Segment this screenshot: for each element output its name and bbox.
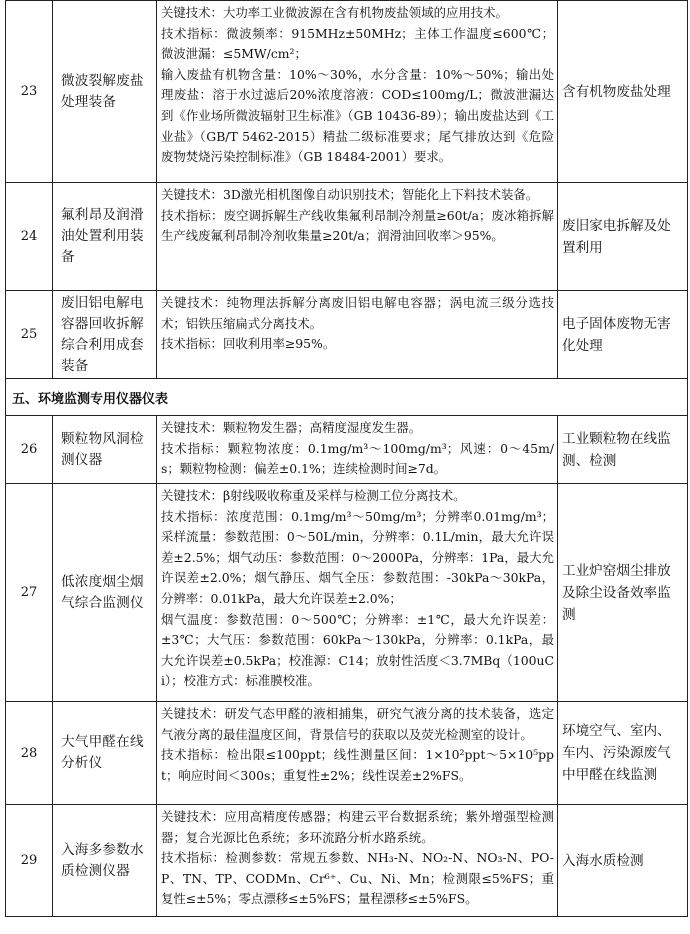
technical-description: [157, 291, 558, 379]
technical-description: [157, 484, 558, 702]
technical-description: [157, 416, 558, 484]
application-field: 环境空气、室内、车内、污染源废气中甲醛在线监测: [558, 702, 688, 805]
equipment-table: [5, 0, 688, 917]
table-row: [6, 291, 688, 379]
equipment-name: 颗粒物风洞检测仪器: [53, 416, 157, 484]
application-field: 含有机物废盐处理: [558, 1, 688, 183]
section-row: [6, 379, 688, 416]
table-row: [6, 805, 688, 917]
row-number: 23: [6, 1, 53, 183]
key-technology: 关键技术：大功率工业微波源在含有机物废盐领域的应用技术。: [161, 5, 508, 20]
key-technology: 关键技术：3D激光相机图像自动识别技术；智能化上下料技术装备。: [161, 187, 539, 202]
section-title: 五、环境监测专用仪器仪表: [6, 379, 688, 416]
equipment-name: 入海多参数水质检测仪器: [53, 805, 157, 917]
application-field: 电子固体废物无害化处理: [558, 291, 688, 379]
equipment-name: 废旧铝电解电容器回收拆解综合利用成套装备: [53, 291, 157, 379]
technical-indicators: 技术指标：废空调拆解生产线收集氟利昂制冷剂量≥60t/a；废冰箱拆解生产线废氟利昂制冷剂收集量≥20t/a；润滑油回收率＞95%。: [161, 207, 554, 244]
technical-description: [157, 1, 558, 183]
row-number: 29: [6, 805, 53, 917]
equipment-name: 低浓度烟尘烟气综合监测仪: [53, 484, 157, 702]
equipment-name: 微波裂解废盐处理装备: [53, 1, 157, 183]
row-number: 25: [6, 291, 53, 379]
technical-indicators: 技术指标：颗粒物浓度：0.1mg/m³～100mg/m³；风速：0～45m/s；颗粒物检测：偏差±0.1%；连续检测时间≥7d。: [161, 440, 554, 477]
table-row: [6, 702, 688, 805]
row-number: 27: [6, 484, 53, 702]
technical-description: [157, 805, 558, 917]
technical-indicators-detail: 输入废盐有机物含量：10%～30%，水分含量：10%～50%；输出处理废盐：溶于水过滤后20%浓度溶液：COD≤100mg/L；微波泄漏达到《作业场所微波辐射卫生标准》（GB 10436-89）；输出废盐达到《工业盐》（GB/T 5462-2015）精盐二级标准要求；尾气排放达到《危险废物焚烧污染控制标准》（GB 18484-2001）要求。: [161, 66, 554, 165]
application-field: 入海水质检测: [558, 805, 688, 917]
row-number: 24: [6, 183, 53, 291]
row-number: 26: [6, 416, 53, 484]
technical-indicators: 技术指标：回收利用率≥95%。: [161, 336, 336, 352]
table-row: [6, 183, 688, 291]
technical-indicators: 技术指标：检出限≤100ppt；线性测量区间：1×10²ppt～5×10⁵ppt；响应时间＜300s；重复性±2%；线性误差±2%FS。: [161, 747, 554, 783]
table-row: [6, 484, 688, 702]
table-row: [6, 416, 688, 484]
technical-indicators-detail: 烟气温度：参数范围：0～500℃；分辨率：±1℃，最大允许误差：±3℃；大气压：参数范围：60kPa～130kPa，分辨率：0.1kPa，最大允许误差±0.5kPa；校准源：C14；放射性活度＜3.7MBq（100uCi）；校准方式：标准膜校准。: [161, 611, 554, 689]
technical-description: [157, 702, 558, 805]
equipment-name: 大气甲醛在线分析仪: [53, 702, 157, 805]
application-field: 工业颗粒物在线监测、检测: [558, 416, 688, 484]
row-number: 28: [6, 702, 53, 805]
key-technology: 关键技术：应用高精度传感器；构建云平台数据系统；紫外增强型检测器；复合光源比色系统；多环流路分析水路系统。: [161, 809, 554, 845]
key-technology: 关键技术：β射线吸收称重及采样与检测工位分离技术。: [161, 488, 466, 503]
technical-description: [157, 183, 558, 291]
application-field: 工业炉窑烟尘排放及除尘设备效率监测: [558, 484, 688, 702]
application-field: 废旧家电拆解及处置利用: [558, 183, 688, 291]
key-technology: 关键技术：颗粒物发生器；高精度湿度发生器。: [161, 420, 422, 435]
technical-indicators: 技术指标：微波频率：915MHz±50MHz；主体工作温度≤600℃；微波泄漏：≤5MW/cm²；: [161, 25, 554, 62]
key-technology: 关键技术：研发气态甲醛的液相捕集，研究气液分离的技术装备，选定气液分离的最佳温度区间，背景信号的获取以及荧光检测室的设计。: [161, 706, 554, 742]
key-technology: 关键技术：纯物理法拆解分离废旧铝电解电容器；涡电流三级分选技术；铝铁压缩扁式分离技术。: [161, 295, 554, 331]
equipment-name: 氟利昂及润滑油处置利用装备: [53, 183, 157, 291]
technical-indicators: 技术指标：检测参数：常规五参数、NH₃-N、NO₂-N、NO₃-N、PO-P、TN、TP、CODMn、Cr⁶⁺、Cu、Ni、Mn；检测限≤5%FS；重复性≤±5%；零点漂移≤±5%FS；量程漂移≤±5%FS。: [161, 850, 554, 907]
technical-indicators: 技术指标：浓度范围：0.1mg/m³～50mg/m³；分辨率0.01mg/m³；采样流量：参数范围：0～50L/min，分辨率：0.1L/min，最大允许误差±2.5%；烟气动压：参数范围：0～2000Pa，分辨率：1Pa，最大允许误差±2.0%；烟气静压、烟气全压：参数范围：-30kPa～30kPa，分辨率：0.01kPa，最大允许误差±2.0%；: [161, 508, 554, 606]
table-row: [6, 1, 688, 183]
